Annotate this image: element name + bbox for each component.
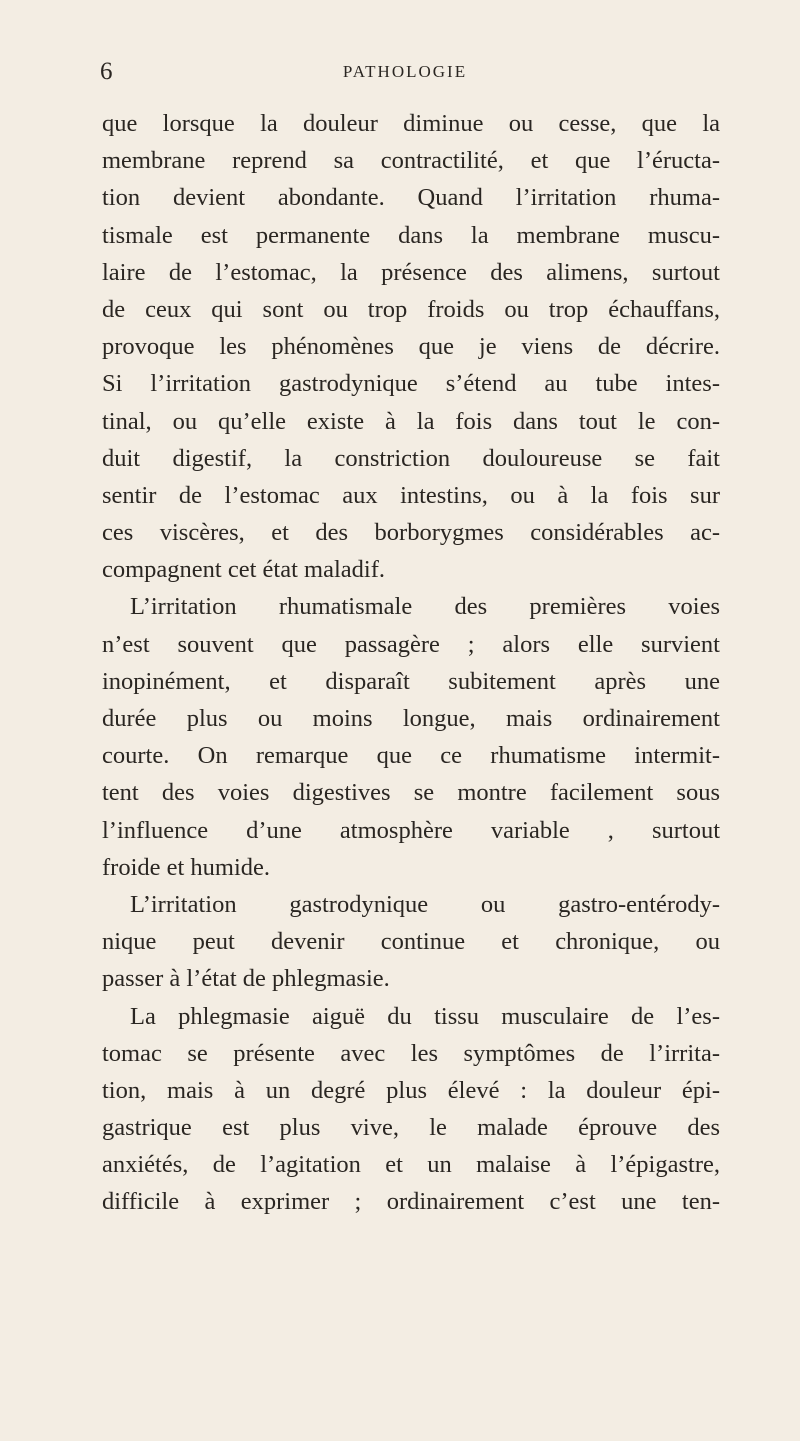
text-line: L’irritation gastrodynique ou gastro-entérody- [130, 890, 720, 918]
text-line: Si l’irritation gastrodynique s’étend au tube intes- [102, 370, 720, 398]
text-line: La phlegmasie aiguë du tissu musculaire de l’es- [130, 1002, 720, 1030]
text-line: passer à l’état de phlegmasie. [102, 965, 390, 993]
text-line: compagnent cet état maladif. [102, 556, 385, 584]
text-line: tinal, ou qu’elle existe à la fois dans tout le con- [102, 407, 720, 435]
text-line: nique peut devenir continue et chronique, ou [102, 928, 720, 956]
text-line: n’est souvent que passagère ; alors elle survient [102, 630, 720, 658]
text-line: gastrique est plus vive, le malade éprouve des [102, 1114, 720, 1142]
text-line: que lorsque la douleur diminue ou cesse, que la [102, 110, 720, 137]
text-line: tismale est permanente dans la membrane muscu- [102, 221, 720, 249]
text-line: tion devient abondante. Quand l’irritation rhuma- [102, 184, 720, 212]
text-line: duit digestif, la constriction douloureuse se fait [102, 444, 720, 472]
text-line: ces viscères, et des borborygmes considérables ac- [102, 519, 720, 547]
text-line: sentir de l’estomac aux intestins, ou à la fois sur [102, 481, 720, 509]
text-line: froide et humide. [102, 853, 271, 881]
text-body [102, 105, 720, 1221]
text-line: l’influence d’une atmosphère variable , surtout [102, 816, 720, 844]
page-number: 6 [100, 58, 113, 85]
text-line: de ceux qui sont ou trop froids ou trop échauffans, [102, 295, 720, 323]
text-line: tent des voies digestives se montre facilement sous [102, 779, 720, 807]
text-line: durée plus ou moins longue, mais ordinairement [102, 705, 720, 732]
text-line: courte. On remarque que ce rhumatisme intermit- [102, 742, 720, 770]
text-line: provoque les phénomènes que je viens de décrire. [102, 333, 720, 361]
text-line: membrane reprend sa contractilité, et que l’éructa- [102, 147, 720, 175]
text-line: tomac se présente avec les symptômes de l’irrita- [102, 1039, 720, 1067]
text-line: tion, mais à un degré plus élevé : la douleur épi- [102, 1076, 720, 1104]
text-line: difficile à exprimer ; ordinairement c’est une ten- [102, 1188, 720, 1216]
text-line: laire de l’estomac, la présence des alimens, surtout [102, 258, 720, 286]
text-line: anxiétés, de l’agitation et un malaise à l’épigastre, [102, 1151, 720, 1179]
running-head [100, 58, 710, 98]
text-line: L’irritation rhumatismale des premières voies [130, 593, 720, 621]
running-title: PATHOLOGIE [342, 62, 468, 81]
text-line: inopinément, et disparaît subitement après une [102, 667, 720, 695]
